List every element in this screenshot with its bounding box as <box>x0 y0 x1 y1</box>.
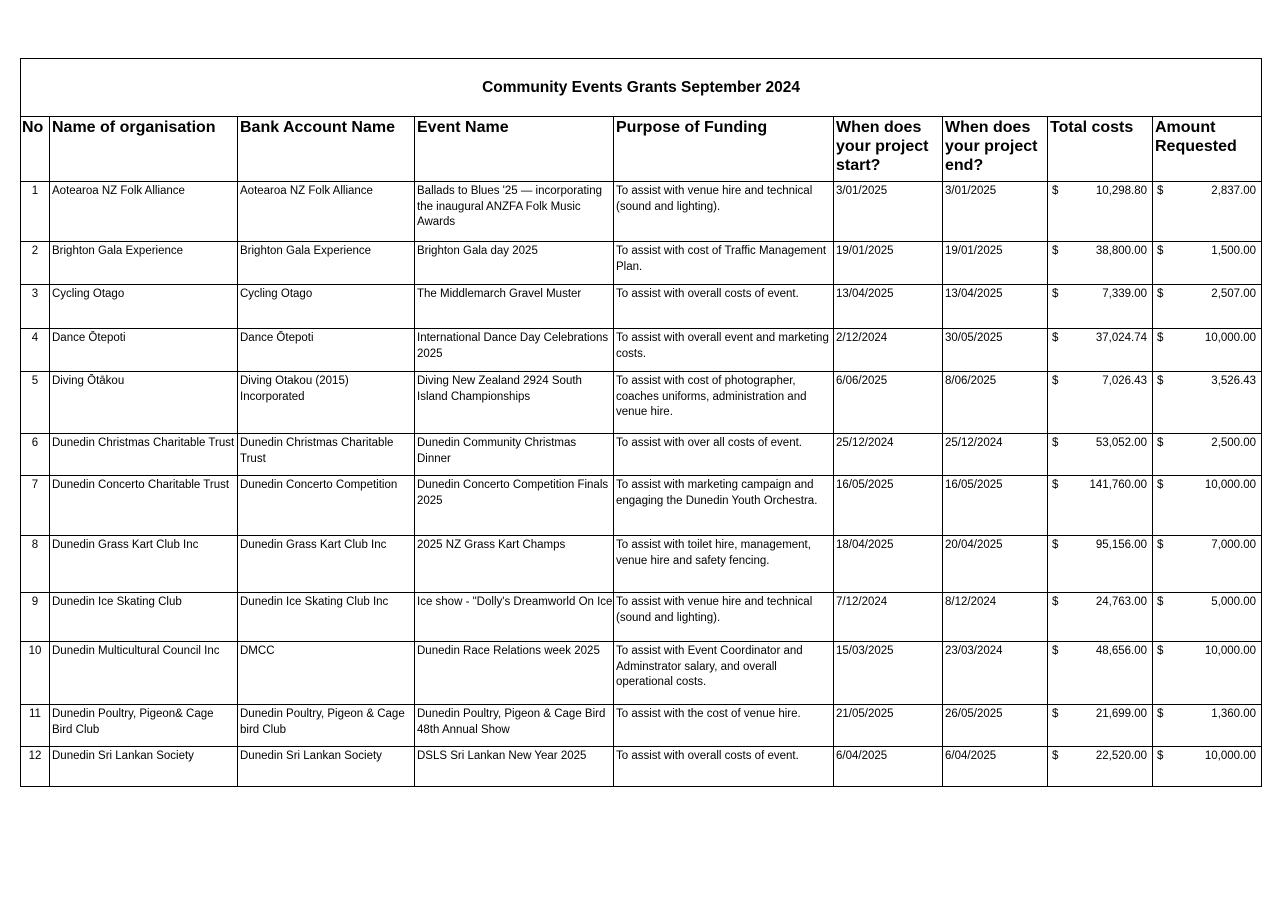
amount-requested-cell <box>1153 705 1262 747</box>
row-number: 9 <box>21 593 50 642</box>
currency-symbol: $ <box>1157 288 1164 300</box>
total-costs-cell <box>1048 747 1153 787</box>
amount-value: 2,507.00 <box>1211 288 1257 300</box>
row-number: 12 <box>21 747 50 787</box>
table-body <box>21 182 1262 787</box>
table-row <box>21 536 1262 593</box>
total-costs-cell <box>1048 285 1153 329</box>
total-costs-cell <box>1048 182 1153 242</box>
amount-requested-cell <box>1153 372 1262 434</box>
organisation-cell: Dunedin Multicultural Council Inc <box>50 642 238 705</box>
event-name-cell: Dunedin Race Relations week 2025 <box>415 642 614 705</box>
amount-value: 7,000.00 <box>1211 539 1257 551</box>
row-number: 2 <box>21 242 50 285</box>
amount-value: 95,156.00 <box>1095 539 1147 551</box>
amount-requested-cell <box>1153 285 1262 329</box>
organisation-cell: Dunedin Sri Lankan Society <box>50 747 238 787</box>
organisation-cell: Brighton Gala Experience <box>50 242 238 285</box>
amount-requested-cell <box>1153 182 1262 242</box>
currency-symbol: $ <box>1157 437 1164 449</box>
bank-account-cell: Dunedin Christmas Charitable Trust <box>238 434 415 476</box>
currency-symbol: $ <box>1157 708 1164 720</box>
column-header-purpose: Purpose of Funding <box>614 117 834 182</box>
column-header-event-name: Event Name <box>415 117 614 182</box>
table-row <box>21 285 1262 329</box>
amount-value: 2,500.00 <box>1211 437 1257 449</box>
event-name-cell: Diving New Zealand 2924 South Island Championships <box>415 372 614 434</box>
table-row <box>21 329 1262 372</box>
table-row <box>21 642 1262 705</box>
organisation-cell: Diving Ōtākou <box>50 372 238 434</box>
total-costs-cell <box>1048 642 1153 705</box>
amount-value: 1,360.00 <box>1211 708 1257 720</box>
end-date-cell: 26/05/2025 <box>943 705 1048 747</box>
purpose-cell: To assist with cost of Traffic Management Plan. <box>614 242 834 285</box>
row-number: 11 <box>21 705 50 747</box>
grants-table <box>20 58 1262 787</box>
table-row <box>21 476 1262 536</box>
purpose-cell: To assist with venue hire and technical (sound and lighting). <box>614 593 834 642</box>
amount-value: 10,000.00 <box>1204 479 1257 491</box>
total-costs-cell <box>1048 329 1153 372</box>
bank-account-cell: Brighton Gala Experience <box>238 242 415 285</box>
amount-requested-cell <box>1153 642 1262 705</box>
bank-account-cell: Aotearoa NZ Folk Alliance <box>238 182 415 242</box>
amount-value: 38,800.00 <box>1095 245 1147 257</box>
currency-symbol: $ <box>1157 375 1164 387</box>
purpose-cell: To assist with overall event and marketing costs. <box>614 329 834 372</box>
event-name-cell: Brighton Gala day 2025 <box>415 242 614 285</box>
amount-value: 10,000.00 <box>1204 332 1257 344</box>
row-number: 8 <box>21 536 50 593</box>
bank-account-cell: Dunedin Grass Kart Club Inc <box>238 536 415 593</box>
column-header-end: When does your project end? <box>943 117 1048 182</box>
currency-symbol: $ <box>1157 596 1164 608</box>
currency-symbol: $ <box>1052 750 1059 762</box>
bank-account-cell: Dunedin Concerto Competition <box>238 476 415 536</box>
total-costs-cell <box>1048 705 1153 747</box>
bank-account-cell: Diving Otakou (2015) Incorporated <box>238 372 415 434</box>
start-date-cell: 3/01/2025 <box>834 182 943 242</box>
purpose-cell: To assist with toilet hire, management, venue hire and safety fencing. <box>614 536 834 593</box>
start-date-cell: 18/04/2025 <box>834 536 943 593</box>
event-name-cell: Ballads to Blues '25 — incorporating the inaugural ANZFA Folk Music Awards <box>415 182 614 242</box>
purpose-cell: To assist with Event Coordinator and Adminstrator salary, and overall operational costs. <box>614 642 834 705</box>
end-date-cell: 8/06/2025 <box>943 372 1048 434</box>
total-costs-cell <box>1048 372 1153 434</box>
purpose-cell: To assist with over all costs of event. <box>614 434 834 476</box>
amount-value: 10,000.00 <box>1204 750 1257 762</box>
title-row <box>21 59 1262 117</box>
amount-value: 141,760.00 <box>1089 479 1147 491</box>
amount-value: 10,298.80 <box>1095 185 1147 197</box>
currency-symbol: $ <box>1052 332 1059 344</box>
amount-value: 53,052.00 <box>1095 437 1147 449</box>
amount-value: 1,500.00 <box>1211 245 1257 257</box>
currency-symbol: $ <box>1052 708 1059 720</box>
amount-value: 24,763.00 <box>1095 596 1147 608</box>
column-header-start: When does your project start? <box>834 117 943 182</box>
row-number: 5 <box>21 372 50 434</box>
table-row <box>21 372 1262 434</box>
amount-value: 2,837.00 <box>1211 185 1257 197</box>
start-date-cell: 25/12/2024 <box>834 434 943 476</box>
end-date-cell: 8/12/2024 <box>943 593 1048 642</box>
currency-symbol: $ <box>1157 645 1164 657</box>
start-date-cell: 2/12/2024 <box>834 329 943 372</box>
end-date-cell: 23/03/2024 <box>943 642 1048 705</box>
currency-symbol: $ <box>1052 185 1059 197</box>
header-row <box>21 117 1262 182</box>
event-name-cell: Dunedin Community Christmas Dinner <box>415 434 614 476</box>
start-date-cell: 19/01/2025 <box>834 242 943 285</box>
currency-symbol: $ <box>1052 375 1059 387</box>
end-date-cell: 13/04/2025 <box>943 285 1048 329</box>
table-row <box>21 705 1262 747</box>
end-date-cell: 20/04/2025 <box>943 536 1048 593</box>
start-date-cell: 21/05/2025 <box>834 705 943 747</box>
organisation-cell: Dunedin Ice Skating Club <box>50 593 238 642</box>
currency-symbol: $ <box>1052 245 1059 257</box>
purpose-cell: To assist with overall costs of event. <box>614 285 834 329</box>
event-name-cell: 2025 NZ Grass Kart Champs <box>415 536 614 593</box>
column-header-bank-account: Bank Account Name <box>238 117 415 182</box>
amount-requested-cell <box>1153 536 1262 593</box>
end-date-cell: 3/01/2025 <box>943 182 1048 242</box>
event-name-cell: The Middlemarch Gravel Muster <box>415 285 614 329</box>
amount-value: 21,699.00 <box>1095 708 1147 720</box>
row-number: 3 <box>21 285 50 329</box>
end-date-cell: 16/05/2025 <box>943 476 1048 536</box>
event-name-cell: Dunedin Concerto Competition Finals 2025 <box>415 476 614 536</box>
amount-value: 7,339.00 <box>1102 288 1147 300</box>
currency-symbol: $ <box>1052 437 1059 449</box>
column-header-total-costs: Total costs <box>1048 117 1153 182</box>
organisation-cell: Dunedin Grass Kart Club Inc <box>50 536 238 593</box>
currency-symbol: $ <box>1157 245 1164 257</box>
currency-symbol: $ <box>1157 479 1164 491</box>
total-costs-cell <box>1048 536 1153 593</box>
table-row <box>21 434 1262 476</box>
currency-symbol: $ <box>1052 596 1059 608</box>
amount-value: 5,000.00 <box>1211 596 1257 608</box>
end-date-cell: 6/04/2025 <box>943 747 1048 787</box>
event-name-cell: Ice show - "Dolly's Dreamworld On Ice <box>415 593 614 642</box>
bank-account-cell: DMCC <box>238 642 415 705</box>
bank-account-cell: Dunedin Poultry, Pigeon & Cage bird Club <box>238 705 415 747</box>
column-header-no: No <box>21 117 50 182</box>
bank-account-cell: Dunedin Sri Lankan Society <box>238 747 415 787</box>
purpose-cell: To assist with marketing campaign and engaging the Dunedin Youth Orchestra. <box>614 476 834 536</box>
total-costs-cell <box>1048 242 1153 285</box>
currency-symbol: $ <box>1052 479 1059 491</box>
bank-account-cell: Dance Ōtepoti <box>238 329 415 372</box>
amount-requested-cell <box>1153 242 1262 285</box>
amount-value: 7,026.43 <box>1102 375 1147 387</box>
row-number: 10 <box>21 642 50 705</box>
amount-requested-cell <box>1153 747 1262 787</box>
start-date-cell: 6/06/2025 <box>834 372 943 434</box>
amount-value: 48,656.00 <box>1095 645 1147 657</box>
row-number: 4 <box>21 329 50 372</box>
table-row <box>21 182 1262 242</box>
row-number: 7 <box>21 476 50 536</box>
event-name-cell: DSLS Sri Lankan New Year 2025 <box>415 747 614 787</box>
start-date-cell: 6/04/2025 <box>834 747 943 787</box>
organisation-cell: Dunedin Poultry, Pigeon& Cage Bird Club <box>50 705 238 747</box>
event-name-cell: Dunedin Poultry, Pigeon & Cage Bird 48th Annual Show <box>415 705 614 747</box>
page-title: Community Events Grants September 2024 <box>21 59 1262 117</box>
column-header-organisation: Name of organisation <box>50 117 238 182</box>
table-row <box>21 242 1262 285</box>
currency-symbol: $ <box>1052 645 1059 657</box>
end-date-cell: 30/05/2025 <box>943 329 1048 372</box>
organisation-cell: Dunedin Christmas Charitable Trust <box>50 434 238 476</box>
amount-value: 3,526.43 <box>1211 375 1257 387</box>
amount-value: 10,000.00 <box>1204 645 1257 657</box>
start-date-cell: 13/04/2025 <box>834 285 943 329</box>
start-date-cell: 16/05/2025 <box>834 476 943 536</box>
amount-requested-cell <box>1153 434 1262 476</box>
total-costs-cell <box>1048 476 1153 536</box>
currency-symbol: $ <box>1157 750 1164 762</box>
row-number: 1 <box>21 182 50 242</box>
table-row <box>21 593 1262 642</box>
organisation-cell: Dunedin Concerto Charitable Trust <box>50 476 238 536</box>
purpose-cell: To assist with the cost of venue hire. <box>614 705 834 747</box>
purpose-cell: To assist with cost of photographer, coaches uniforms, administration and venue hire. <box>614 372 834 434</box>
event-name-cell: International Dance Day Celebrations 2025 <box>415 329 614 372</box>
amount-requested-cell <box>1153 476 1262 536</box>
currency-symbol: $ <box>1157 185 1164 197</box>
bank-account-cell: Dunedin Ice Skating Club Inc <box>238 593 415 642</box>
total-costs-cell <box>1048 593 1153 642</box>
bank-account-cell: Cycling Otago <box>238 285 415 329</box>
total-costs-cell <box>1048 434 1153 476</box>
start-date-cell: 7/12/2024 <box>834 593 943 642</box>
column-header-amount-requested: Amount Requested <box>1153 117 1262 182</box>
row-number: 6 <box>21 434 50 476</box>
amount-value: 37,024.74 <box>1095 332 1147 344</box>
amount-requested-cell <box>1153 593 1262 642</box>
currency-symbol: $ <box>1052 288 1059 300</box>
end-date-cell: 25/12/2024 <box>943 434 1048 476</box>
currency-symbol: $ <box>1157 539 1164 551</box>
start-date-cell: 15/03/2025 <box>834 642 943 705</box>
purpose-cell: To assist with overall costs of event. <box>614 747 834 787</box>
currency-symbol: $ <box>1157 332 1164 344</box>
organisation-cell: Dance Ōtepoti <box>50 329 238 372</box>
organisation-cell: Aotearoa NZ Folk Alliance <box>50 182 238 242</box>
amount-requested-cell <box>1153 329 1262 372</box>
organisation-cell: Cycling Otago <box>50 285 238 329</box>
grants-sheet <box>20 58 1260 787</box>
currency-symbol: $ <box>1052 539 1059 551</box>
amount-value: 22,520.00 <box>1095 750 1147 762</box>
table-row <box>21 747 1262 787</box>
end-date-cell: 19/01/2025 <box>943 242 1048 285</box>
purpose-cell: To assist with venue hire and technical (sound and lighting). <box>614 182 834 242</box>
